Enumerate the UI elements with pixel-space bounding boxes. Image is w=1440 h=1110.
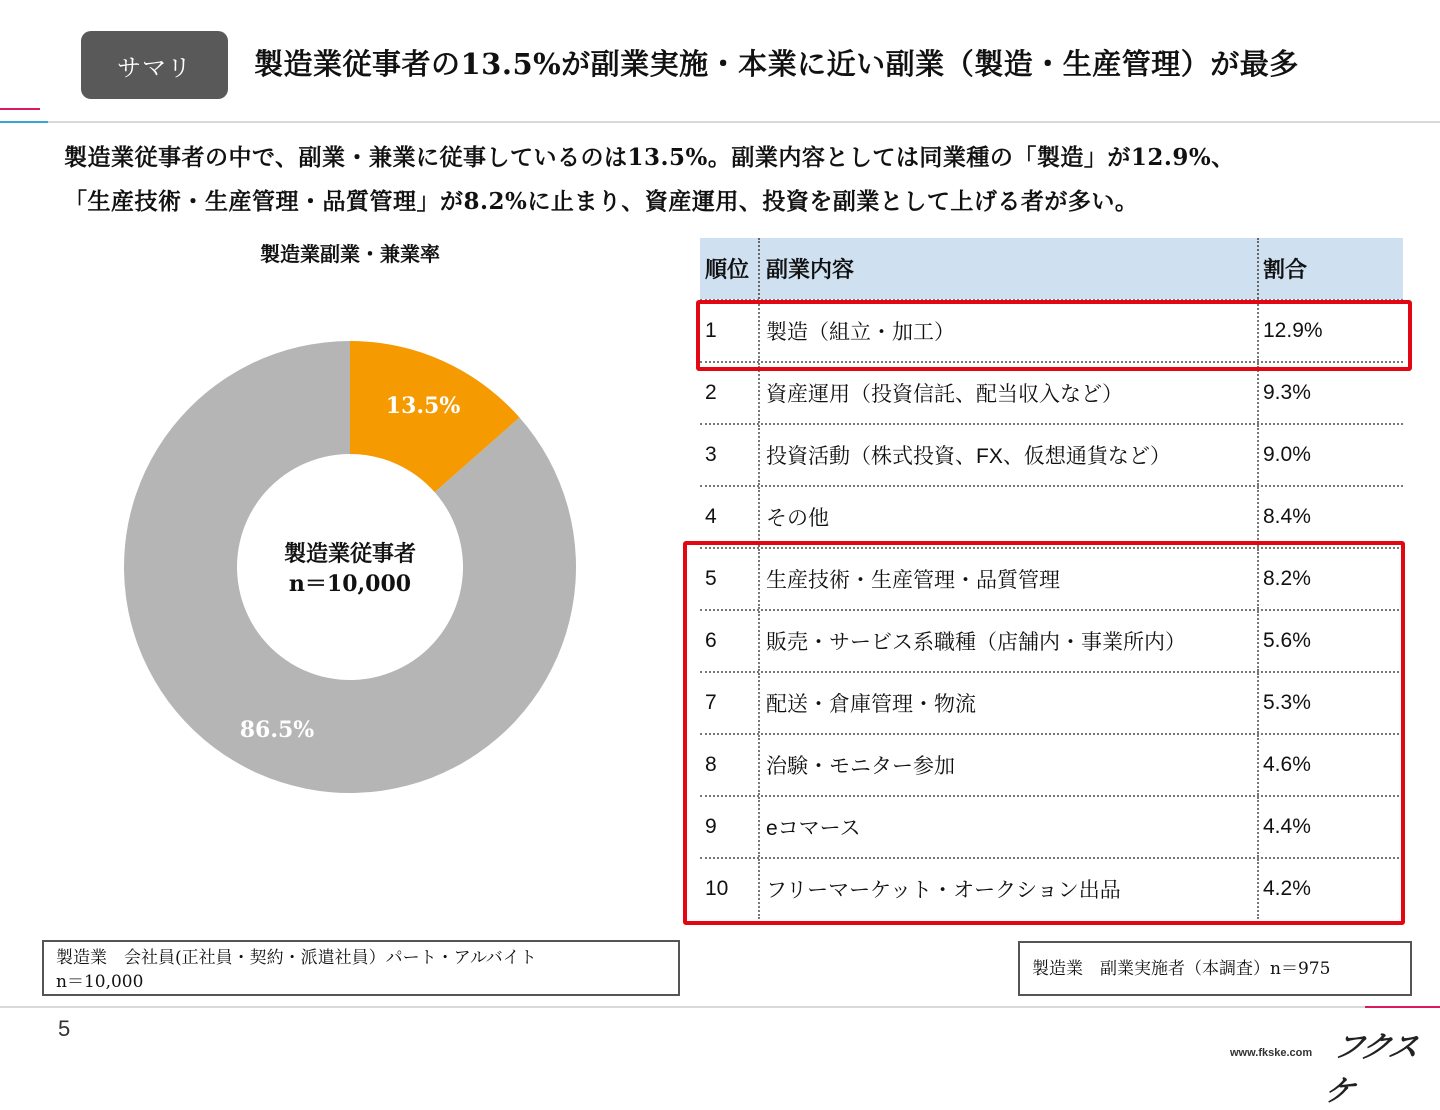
table-header-row — [700, 238, 1403, 299]
donut-center-label-1: n＝10,000 — [288, 571, 412, 597]
summary-line-2: 「生産技術・生産管理・品質管理」が8.2%に止まり、資産運用、投資を副業として上げる者が多い。 — [64, 188, 1139, 215]
header-rank: 順位 — [705, 257, 750, 282]
content-cell: その他 — [758, 487, 1257, 547]
page-title: 製造業従事者の13.5%が副業実施・本業に近い副業（製造・生産管理）が最多 — [254, 47, 1299, 81]
company-url: www.fkske.com — [1230, 1047, 1313, 1059]
rank-cell: 10 — [705, 877, 729, 900]
donut-slice-label-1: 86.5% — [239, 716, 315, 743]
header-divider-accent — [0, 121, 48, 123]
highlight-box-rank-1 — [696, 300, 1412, 371]
ratio-cell: 4.2% — [1257, 859, 1403, 919]
table-row — [700, 423, 1403, 485]
content-cell: eコマース — [758, 797, 1257, 857]
rank-cell: 9 — [705, 815, 717, 838]
source-note-left-line-2: n＝10,000 — [56, 972, 144, 992]
highlight-box-rank-5-10 — [683, 541, 1405, 925]
summary-text — [64, 136, 1394, 224]
page-number: 5 — [58, 1016, 71, 1041]
company-logo: フクスケ — [1320, 1030, 1421, 1109]
ratio-cell: 4.6% — [1257, 735, 1403, 795]
rank-cell: 8 — [705, 753, 717, 776]
rank-cell: 5 — [705, 567, 717, 590]
source-note-left-line-1: 製造業 会社員(正社員・契約・派遣社員）パート・アルバイト — [56, 948, 537, 968]
content-cell: 配送・倉庫管理・物流 — [758, 673, 1257, 733]
ratio-cell: 9.3% — [1257, 363, 1403, 423]
content-cell: 販売・サービス系職種（店舗内・事業所内） — [758, 611, 1257, 671]
content-cell: 資産運用（投資信託、配当収入など） — [758, 363, 1257, 423]
source-note-left — [42, 940, 680, 996]
content-cell: 投資活動（株式投資、FX、仮想通貨など） — [758, 425, 1257, 485]
table-row — [700, 485, 1403, 547]
donut-chart-title: 製造業副業・兼業率 — [260, 242, 440, 266]
ratio-cell: 9.0% — [1257, 425, 1403, 485]
donut-chart — [0, 280, 700, 940]
footer-divider — [0, 1006, 1440, 1008]
source-note-right — [1018, 941, 1412, 996]
ratio-cell: 5.3% — [1257, 673, 1403, 733]
source-note-right-text: 製造業 副業実施者（本調査）n＝975 — [1032, 958, 1331, 979]
ratio-cell: 4.4% — [1257, 797, 1403, 857]
summary-line-1: 製造業従事者の中で、副業・兼業に従事しているのは13.5%。副業内容としては同業種の「製造」が12.9%、 — [64, 144, 1235, 171]
ratio-cell: 8.4% — [1257, 487, 1403, 547]
content-cell: 製造（組立・加工） — [758, 301, 1257, 361]
content-cell: 治験・モニター参加 — [758, 735, 1257, 795]
content-cell: フリーマーケット・オークション出品 — [758, 859, 1257, 919]
header-content: 副業内容 — [758, 238, 1257, 299]
ratio-cell: 5.6% — [1257, 611, 1403, 671]
rank-cell: 4 — [705, 505, 717, 528]
content-cell: 生産技術・生産管理・品質管理 — [758, 549, 1257, 609]
ratio-cell: 12.9% — [1257, 301, 1403, 361]
section-badge-label: サマリ — [117, 53, 192, 82]
donut-center-label-0: 製造業従事者 — [283, 541, 417, 567]
rank-cell: 7 — [705, 691, 717, 714]
footer-divider-accent — [1365, 1006, 1440, 1008]
rank-cell: 3 — [705, 443, 717, 466]
top-pink-accent — [0, 108, 40, 110]
header-ratio: 割合 — [1257, 238, 1403, 299]
rank-cell: 1 — [705, 319, 717, 342]
rank-cell: 6 — [705, 629, 717, 652]
rank-cell: 2 — [705, 381, 717, 404]
header-divider — [0, 121, 1440, 123]
ratio-cell: 8.2% — [1257, 549, 1403, 609]
section-badge — [81, 31, 228, 99]
donut-slice-label-0: 13.5% — [385, 393, 461, 420]
